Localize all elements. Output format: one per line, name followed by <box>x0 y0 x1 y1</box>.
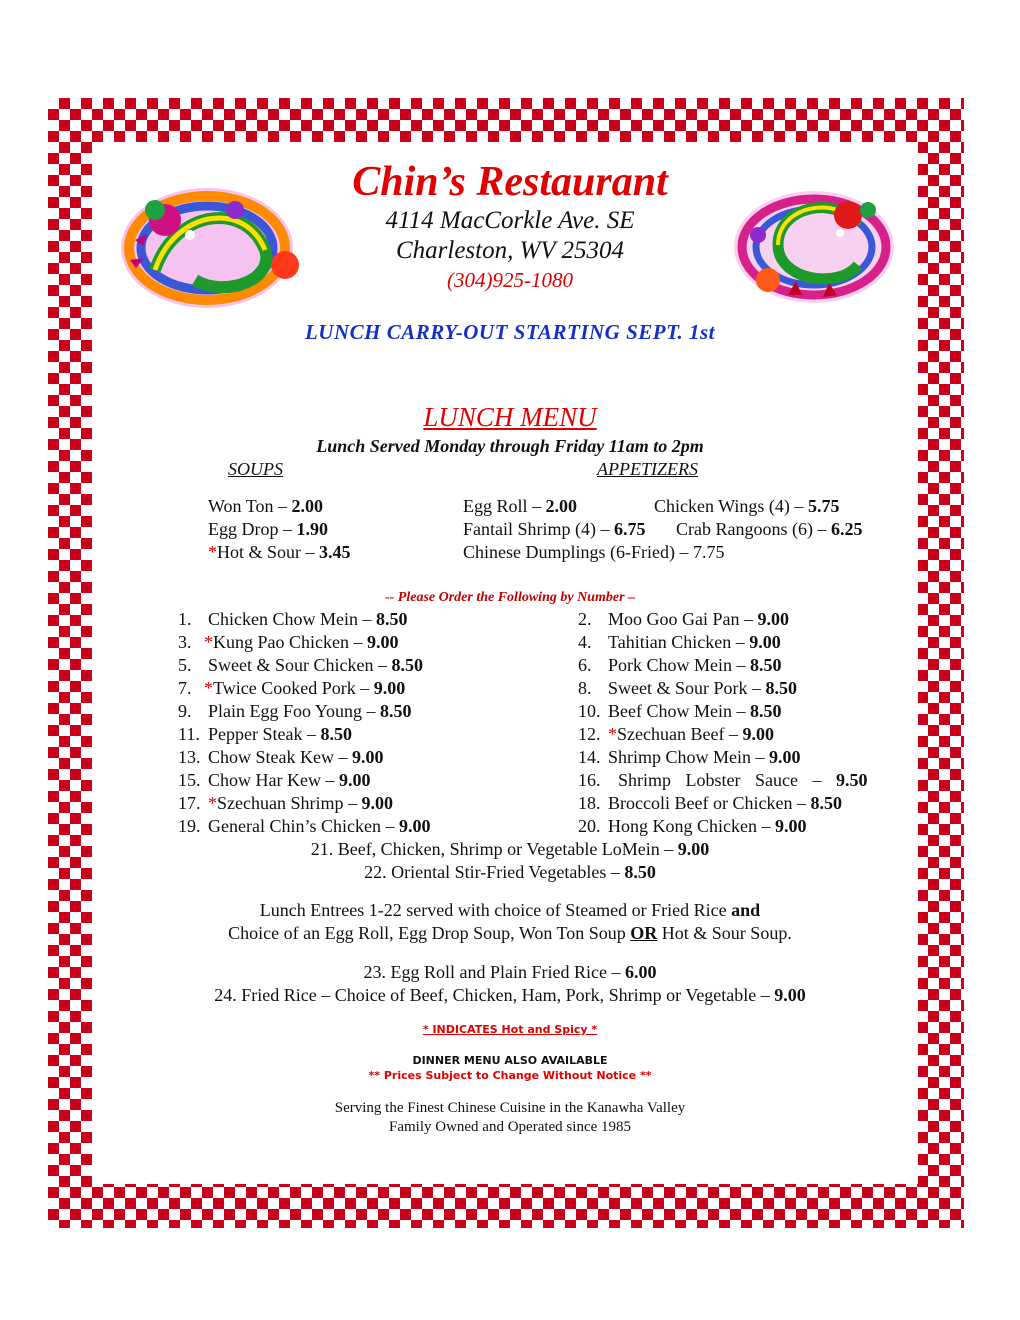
menu-item: 4. Tahitian Chicken – 9.00 <box>578 632 781 652</box>
appetizer-item: Fantail Shrimp (4) – 6.75 <box>463 519 646 539</box>
menu-item-23: 23. Egg Roll and Plain Fried Rice – 6.00 <box>363 962 657 982</box>
lunch-menu-title: LUNCH MENU <box>423 402 597 432</box>
menu-item-22: 22. Oriental Stir-Fried Vegetables – 8.50 <box>364 862 656 882</box>
carryout-announcement: LUNCH CARRY-OUT STARTING SEPT. 1st <box>304 320 716 344</box>
menu-item: 17. *Szechuan Shrimp – 9.00 <box>178 793 393 813</box>
menu-item: 5. Sweet & Sour Chicken – 8.50 <box>178 655 423 675</box>
entrees-note-line-2: Choice of an Egg Roll, Egg Drop Soup, Won Ton Soup OR Hot & Sour Soup. <box>228 923 792 943</box>
menu-item: 18. Broccoli Beef or Chicken – 8.50 <box>578 793 842 813</box>
address-line-2: Charleston, WV 25304 <box>395 237 624 264</box>
address-line-1: 4114 MacCorkle Ave. SE <box>385 207 635 234</box>
menu-item: 19. General Chin’s Chicken – 9.00 <box>178 816 431 836</box>
menu-item: 2. Moo Goo Gai Pan – 9.00 <box>578 609 789 629</box>
menu-item: 20. Hong Kong Chicken – 9.00 <box>578 816 807 836</box>
served-hours: Lunch Served Monday through Friday 11am to 2pm <box>316 436 704 456</box>
appetizer-item: Chinese Dumplings (6-Fried) – 7.75 <box>463 542 725 562</box>
menu-item: 12. *Szechuan Beef – 9.00 <box>578 724 774 744</box>
menu-item: 11. Pepper Steak – 8.50 <box>178 724 352 744</box>
menu-item-21: 21. Beef, Chicken, Shrimp or Vegetable LoMein – 9.00 <box>310 839 710 859</box>
soup-item: Won Ton – 2.00 <box>208 496 323 516</box>
hot-spicy-legend: * INDICATES Hot and Spicy * <box>422 1023 598 1036</box>
soups-heading: SOUPS <box>228 459 283 479</box>
entrees-note-line-1: Lunch Entrees 1-22 served with choice of Steamed or Fried Rice and <box>259 900 761 920</box>
menu-item: 9. Plain Egg Foo Young – 8.50 <box>178 701 412 721</box>
appetizer-item: Egg Roll – 2.00 <box>463 496 578 516</box>
menu-item: 8. Sweet & Sour Pork – 8.50 <box>578 678 797 698</box>
family-owned-note: Family Owned and Operated since 1985 <box>388 1119 632 1135</box>
order-by-number-note: -- Please Order the Following by Number – <box>384 590 636 605</box>
restaurant-name: Chin’s Restaurant <box>352 159 668 205</box>
soup-item: Egg Drop – 1.90 <box>208 519 328 539</box>
tagline: Serving the Finest Chinese Cuisine in the Kanawha Valley <box>334 1100 686 1116</box>
soup-item: *Hot & Sour – 3.45 <box>208 542 351 562</box>
menu-item: 1. Chicken Chow Mein – 8.50 <box>178 609 408 629</box>
menu-item: 14. Shrimp Chow Mein – 9.00 <box>578 747 801 767</box>
menu-item: 7. *Twice Cooked Pork – 9.00 <box>178 678 406 698</box>
menu-item: 13. Chow Steak Kew – 9.00 <box>178 747 384 767</box>
menu-item: 10. Beef Chow Mein – 8.50 <box>578 701 782 721</box>
menu-item: 15. Chow Har Kew – 9.00 <box>178 770 371 790</box>
appetizer-item: Crab Rangoons (6) – 6.25 <box>676 519 863 539</box>
menu-item: 16. Shrimp Lobster Sauce – 9.50 <box>578 770 868 790</box>
menu-item-24: 24. Fried Rice – Choice of Beef, Chicken, Ham, Pork, Shrimp or Vegetable – 9.00 <box>214 985 806 1005</box>
price-change-note: ** Prices Subject to Change Without Notice ** <box>368 1069 652 1082</box>
phone-number: (304)925-1080 <box>447 268 573 292</box>
appetizers-heading: APPETIZERS <box>597 459 698 479</box>
appetizer-item: Chicken Wings (4) – 5.75 <box>654 496 840 516</box>
menu-item: 3. *Kung Pao Chicken – 9.00 <box>178 632 399 652</box>
menu-item: 6. Pork Chow Mein – 8.50 <box>578 655 782 675</box>
dinner-menu-note: DINNER MENU ALSO AVAILABLE <box>412 1054 608 1067</box>
